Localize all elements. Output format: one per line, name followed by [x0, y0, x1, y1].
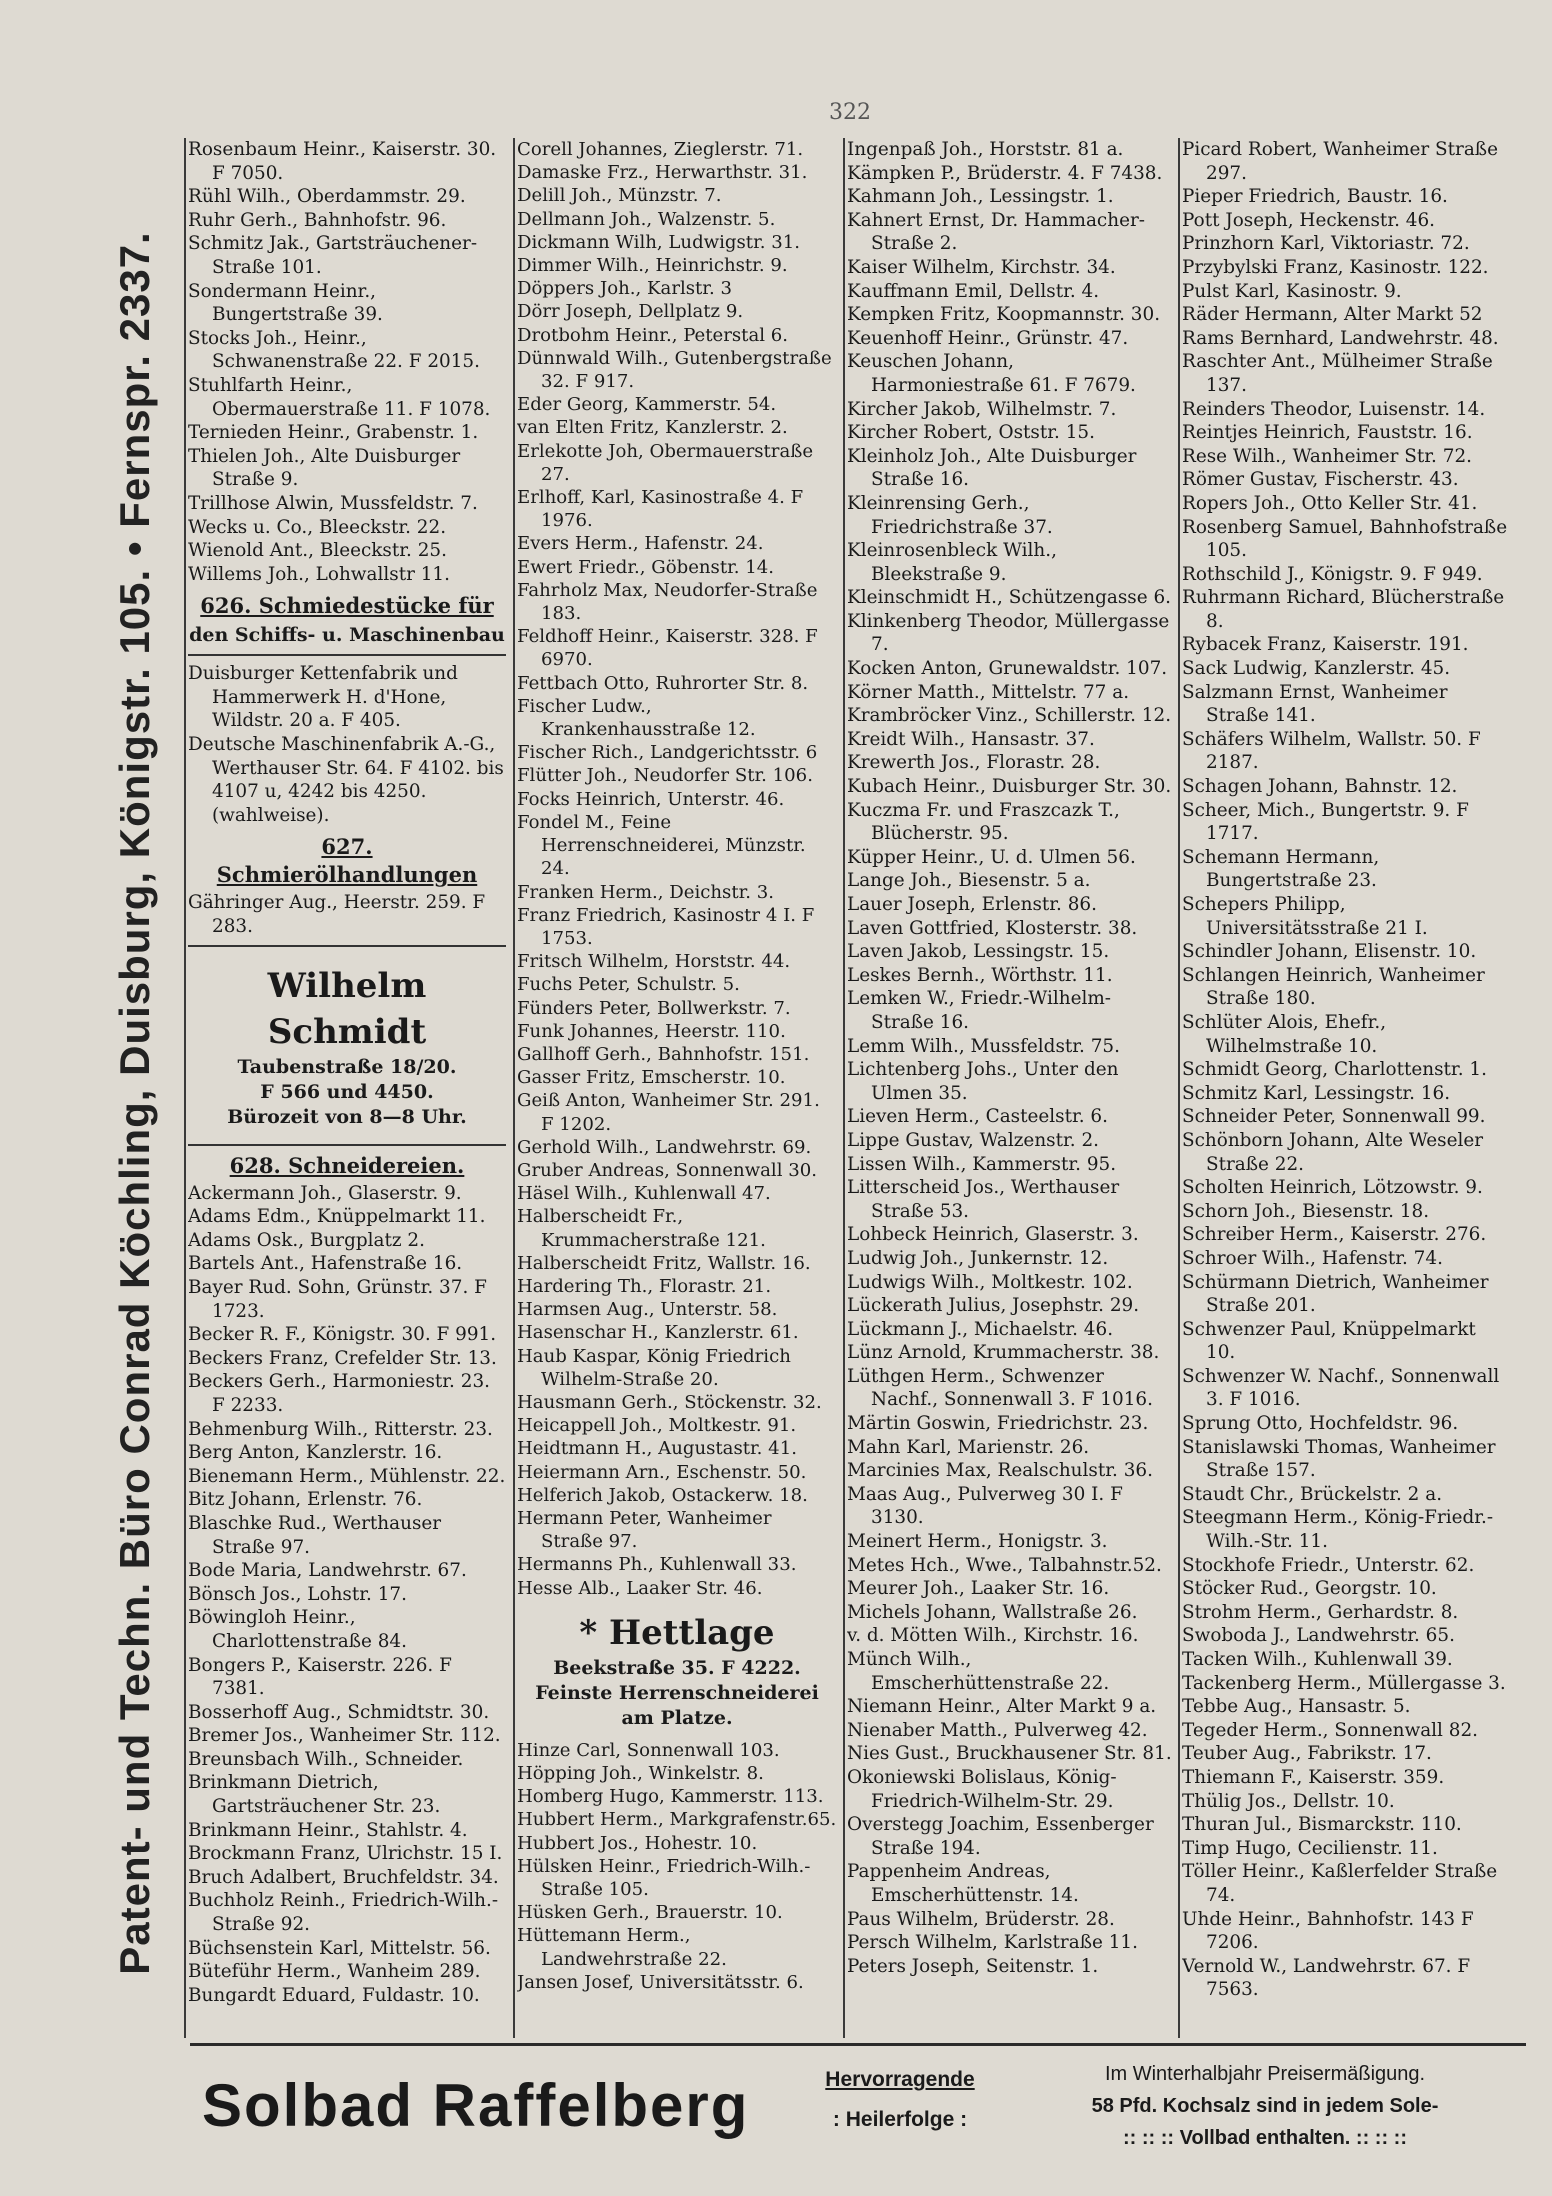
- directory-entry: Franz Friedrich, Kasinostr 4 I. F 1753.: [517, 904, 815, 949]
- directory-entry: Keuenhoff Heinr., Grünstr. 47.: [847, 327, 1129, 349]
- directory-entry: Teuber Aug., Fabrikstr. 17.: [1182, 1743, 1432, 1765]
- directory-entry: Wienold Ant., Bleeckstr. 25.: [188, 540, 447, 562]
- directory-entry: Schlangen Heinrich, Wanheimer Straße 180.: [1182, 964, 1485, 1010]
- directory-entry: Feldhoff Heinr., Kaiserstr. 328. F 6970.: [517, 626, 818, 671]
- directory-entry: Stöcker Rud., Georgstr. 10.: [1182, 1578, 1437, 1600]
- directory-entry: Fahrholz Max, Neudorfer-Straße 183.: [517, 579, 818, 625]
- directory-entry: Beckers Gerh., Harmoniestr. 23. F 2233.: [188, 1371, 490, 1416]
- directory-entry: Schönborn Johann, Alte Weseler Straße 22.: [1182, 1129, 1484, 1175]
- directory-entry: Rybacek Franz, Kaiserstr. 191.: [1182, 634, 1469, 656]
- advert-box-line: Bürozeit von 8—8 Uhr.: [227, 1105, 467, 1128]
- directory-entry: Schürmann Dietrich, Wanheimer Straße 201.: [1182, 1271, 1489, 1317]
- directory-entry: Paus Wilhelm, Brüderstr. 28.: [847, 1908, 1115, 1930]
- directory-entry: Adams Osk., Burgplatz 2.: [188, 1229, 425, 1251]
- solbad-advert: [190, 2052, 1526, 2162]
- directory-entry: Kämpken P., Brüderstr. 4. F 7438.: [847, 162, 1163, 184]
- directory-entry: Sack Ludwig, Kanzlerstr. 45.: [1182, 658, 1451, 680]
- directory-entry: Münch Wilh., Emscherhüttenstraße 22.: [847, 1649, 1110, 1694]
- directory-entry: Bosserhoff Aug., Schmidtstr. 30.: [188, 1701, 490, 1723]
- directory-entry: Bönsch Jos., Lohstr. 17.: [188, 1583, 407, 1605]
- directory-entry: Kuczma Fr. und Fraszcazk T., Blücherstr. 95.: [847, 799, 1120, 845]
- directory-entry: Haub Kaspar, König Friedrich Wilhelm-Straße 20.: [517, 1345, 791, 1390]
- directory-entry: Laven Gottfried, Klosterstr. 38.: [847, 917, 1138, 939]
- directory-entry: Dünnwald Wilh., Gutenbergstraße 32. F 917.: [517, 347, 832, 393]
- directory-entry: Hinze Carl, Sonnenwall 103.: [517, 1739, 780, 1761]
- directory-entry: Schäfers Wilhelm, Wallstr. 50. F 2187.: [1182, 728, 1481, 774]
- advert-box: [188, 953, 506, 1138]
- directory-entry: Steegmann Herm., König-Friedr.-Wilh.-Str. 11.: [1182, 1507, 1494, 1553]
- directory-entry: Kubach Heinr., Duisburger Str. 30.: [847, 776, 1172, 798]
- directory-entry: Hermann Peter, Wanheimer Straße 97.: [517, 1507, 772, 1553]
- divider: [188, 1144, 506, 1146]
- directory-entry: Schindler Johann, Elisenstr. 10.: [1182, 941, 1477, 963]
- directory-entry: Becker R. F., Königstr. 30. F 991.: [188, 1324, 497, 1346]
- column-3: [847, 138, 1172, 2038]
- directory-entry: Erlekotte Joh, Obermauerstraße 27.: [517, 440, 814, 485]
- directory-entry: Gruber Andreas, Sonnenwall 30.: [517, 1159, 818, 1181]
- directory-entry: Lohbeck Heinrich, Glaserstr. 3.: [847, 1224, 1139, 1246]
- directory-entry: Töller Heinr., Kaßlerfelder Straße 74.: [1182, 1861, 1498, 1906]
- directory-entry: Trillhose Alwin, Mussfeldstr. 7.: [188, 492, 478, 514]
- directory-entry: Büteführ Herm., Wanheim 289.: [188, 1961, 481, 1983]
- directory-entry: Bungardt Eduard, Fuldastr. 10.: [188, 1984, 480, 2006]
- directory-entry: Fondel M., Feine Herrenschneiderei, Münzstr. 24.: [517, 811, 806, 880]
- directory-entry: Laven Jakob, Lessingstr. 15.: [847, 941, 1110, 963]
- directory-entry: Bremer Jos., Wanheimer Str. 112.: [188, 1725, 501, 1747]
- directory-entry: Nienaber Matth., Pulverweg 42.: [847, 1719, 1148, 1741]
- directory-entry: Eder Georg, Kammerstr. 54.: [517, 394, 777, 416]
- directory-entry: Sprung Otto, Hochfeldstr. 96.: [1182, 1413, 1459, 1435]
- directory-entry: Stanislawski Thomas, Wanheimer Straße 157.: [1182, 1436, 1496, 1482]
- column-rule: [843, 138, 845, 2038]
- directory-entry: Wecks u. Co., Bleeckstr. 22.: [188, 516, 447, 538]
- directory-entry: Schneider Peter, Sonnenwall 99.: [1182, 1106, 1486, 1128]
- directory-entry: Höpping Joh., Winkelstr. 8.: [517, 1763, 764, 1784]
- directory-entry: Hubbert Herm., Markgrafenstr.65.: [517, 1809, 837, 1831]
- directory-entry: Raschter Ant., Mülheimer Straße 137.: [1182, 351, 1493, 396]
- directory-entry: Schlüter Alois, Ehefr., Wilhelmstraße 10.: [1182, 1011, 1387, 1057]
- directory-entry: Schepers Philipp, Universitätsstraße 21 I.: [1182, 894, 1428, 939]
- directory-entry: Hesse Alb., Laaker Str. 46.: [517, 1577, 763, 1599]
- directory-entry: Schmitz Jak., Gartsträuchener-Straße 101.: [188, 233, 478, 278]
- directory-entry: Lauer Joseph, Erlenstr. 86.: [847, 894, 1097, 915]
- side-banner: [100, 130, 170, 2075]
- directory-entry: Brinkmann Dietrich, Gartsträuchener Str. 23.: [188, 1772, 441, 1818]
- column-1: [188, 138, 506, 2038]
- directory-entry: Fischer Ludw., Krankenhausstraße 12.: [517, 695, 756, 741]
- directory-entry: Römer Gustav, Fischerstr. 43.: [1182, 469, 1459, 491]
- column-rule: [513, 138, 515, 2038]
- directory-entry: Fünders Peter, Bollwerkstr. 7.: [517, 997, 791, 1019]
- column-4: [1182, 138, 1510, 2038]
- directory-entry: Hardering Th., Florastr. 21.: [517, 1275, 772, 1297]
- directory-entry: Okoniewski Bolislaus, König-Friedrich-Wilhelm-Str. 29.: [847, 1766, 1117, 1812]
- directory-entry: Pappenheim Andreas, Emscherhüttenstr. 14.: [847, 1861, 1079, 1906]
- directory-entry: Tacken Wilh., Kuhlenwall 39.: [1182, 1649, 1453, 1670]
- directory-entry: van Elten Fritz, Kanzlerstr. 2.: [517, 417, 788, 439]
- directory-entry: Lange Joh., Biesenstr. 5 a.: [847, 870, 1091, 892]
- column-rule: [184, 138, 186, 2038]
- directory-entry: Bitz Johann, Erlenstr. 76.: [188, 1489, 423, 1511]
- directory-entry: Rosenbaum Heinr., Kaiserstr. 30. F 7050.: [188, 139, 497, 184]
- directory-entry: Pulst Karl, Kasinostr. 9.: [1182, 280, 1402, 302]
- directory-entry: Duisburger Kettenfabrik und Hammerwerk H. d'Hone, Wildstr. 20 a. F 405.: [188, 663, 458, 732]
- footer-rule: [190, 2043, 1526, 2046]
- directory-entry: Kleinholz Joh., Alte Duisburger Straße 16.: [847, 445, 1137, 491]
- directory-entry: Marcinies Max, Realschulstr. 36.: [847, 1460, 1153, 1482]
- directory-entry: Bongers P., Kaiserstr. 226. F 7381.: [188, 1654, 452, 1700]
- directory-entry: Nies Gust., Bruckhausener Str. 81.: [847, 1743, 1172, 1765]
- advert-box-title: * Hettlage: [579, 1612, 775, 1653]
- directory-entry: Niemann Heinr., Alter Markt 9 a.: [847, 1696, 1157, 1718]
- directory-entry: Kahmann Joh., Lessingstr. 1.: [847, 186, 1114, 208]
- directory-entry: Homberg Hugo, Kammerstr. 113.: [517, 1786, 824, 1808]
- directory-entry: Persch Wilhelm, Karlstraße 11.: [847, 1932, 1138, 1954]
- directory-entry: Stockhofe Friedr., Unterstr. 62.: [1182, 1554, 1475, 1576]
- advert-tag-2: : Heilerfolge :: [832, 2108, 968, 2131]
- directory-entry: Schmidt Georg, Charlottenstr. 1.: [1182, 1059, 1487, 1081]
- directory-entry: Tebbe Aug., Hansastr. 5.: [1182, 1696, 1411, 1718]
- directory-entry: Maas Aug., Pulverweg 30 I. F 3130.: [847, 1483, 1123, 1529]
- directory-entry: Kleinrensing Gerh., Friedrichstraße 37.: [847, 492, 1053, 538]
- directory-entry: Dickmann Wilh, Ludwigstr. 31.: [517, 231, 801, 253]
- directory-entry: Brockmann Franz, Ulrichstr. 15 I.: [188, 1843, 503, 1865]
- directory-entry: Bartels Ant., Hafenstraße 16.: [188, 1253, 463, 1275]
- advert-box-title: Wilhelm Schmidt: [267, 965, 427, 1052]
- directory-entry: Bienemann Herm., Mühlenstr. 22.: [188, 1465, 506, 1487]
- directory-entry: Franken Herm., Deichstr. 3.: [517, 881, 775, 903]
- directory-entry: Tegeder Herm., Sonnenwall 82.: [1182, 1719, 1479, 1741]
- directory-entry: Kocken Anton, Grunewaldstr. 107.: [847, 658, 1168, 680]
- directory-entry: Stocks Joh., Heinr., Schwanenstraße 22. F 2015.: [188, 327, 480, 373]
- directory-entry: Ackermann Joh., Glaserstr. 9.: [188, 1182, 462, 1204]
- directory-entry: Litterscheid Jos., Werthauser Straße 53.: [847, 1177, 1120, 1222]
- directory-entry: Schagen Johann, Bahnstr. 12.: [1182, 776, 1458, 798]
- directory-entry: Gallhoff Gerh., Bahnhofstr. 151.: [517, 1043, 810, 1065]
- section-heading: 628. Schneidereien.: [229, 1152, 465, 1178]
- advert-text: [1010, 2058, 1520, 2154]
- directory-entry: Funk Johannes, Heerstr. 110.: [517, 1020, 786, 1042]
- directory-entry: Rühl Wilh., Oberdammstr. 29.: [188, 186, 466, 208]
- directory-entry: Harmsen Aug., Unterstr. 58.: [517, 1299, 778, 1321]
- directory-entry: Damaske Frz., Herwarthstr. 31.: [517, 162, 808, 184]
- directory-entry: Beckers Franz, Crefelder Str. 13.: [188, 1347, 497, 1369]
- directory-entry: Hermanns Ph., Kuhlenwall 33.: [517, 1554, 797, 1576]
- directory-entry: Erlhoff, Karl, Kasinostraße 4. F 1976.: [517, 487, 804, 532]
- advert-line-1: Im Winterhalbjahr Preisermäßigung.: [1104, 2063, 1426, 2085]
- directory-entry: Hubbert Jos., Hohestr. 10.: [517, 1832, 758, 1854]
- directory-entry: Focks Heinrich, Unterstr. 46.: [517, 788, 785, 810]
- directory-entry: Ropers Joh., Otto Keller Str. 41.: [1182, 492, 1478, 514]
- directory-entry: Thülig Jos., Dellstr. 10.: [1182, 1790, 1395, 1812]
- directory-entry: Pott Joseph, Heckenstr. 46.: [1182, 209, 1436, 231]
- directory-entry: Meinert Herm., Honigstr. 3.: [847, 1531, 1108, 1553]
- directory-entry: Ruhr Gerh., Bahnhofstr. 96.: [188, 209, 447, 231]
- directory-entry: Lippe Gustav, Walzenstr. 2.: [847, 1129, 1099, 1151]
- directory-entry: Büchsenstein Karl, Mittelstr. 56.: [188, 1937, 491, 1959]
- advert-box: [517, 1600, 837, 1739]
- directory-entry: Helferich Jakob, Ostackerw. 18.: [517, 1484, 808, 1506]
- directory-entry: Mahn Karl, Marienstr. 26.: [847, 1436, 1090, 1458]
- directory-entry: Thiemann F., Kaiserstr. 359.: [1182, 1766, 1445, 1788]
- directory-entry: Michels Johann, Wallstraße 26.: [847, 1601, 1138, 1623]
- directory-entry: Märtin Goswin, Friedrichstr. 23.: [847, 1413, 1149, 1435]
- directory-entry: Scheer, Mich., Bungertstr. 9. F 1717.: [1182, 799, 1469, 845]
- directory-entry: Kauffmann Emil, Dellstr. 4.: [847, 280, 1100, 302]
- directory-entry: Peters Joseph, Seitenstr. 1.: [847, 1955, 1099, 1977]
- directory-entry: Dimmer Wilh., Heinrichstr. 9.: [517, 255, 788, 277]
- directory-entry: Schroer Wilh., Hafenstr. 74.: [1182, 1247, 1443, 1269]
- directory-entry: Gasser Fritz, Emscherstr. 10.: [517, 1067, 786, 1089]
- directory-entry: Kempken Fritz, Koopmannstr. 30.: [847, 304, 1161, 326]
- directory-entry: Evers Herm., Hafenstr. 24.: [517, 533, 764, 555]
- side-banner-text: Patent- und Techn. Büro Conrad Köchling, Duisburg, Königstr. 105. • Fernspr. 2337.: [111, 230, 158, 1975]
- directory-entry: Kleinrosenbleck Wilh., Bleekstraße 9.: [847, 540, 1057, 585]
- directory-entry: Berg Anton, Kanzlerstr. 16.: [188, 1442, 443, 1464]
- directory-entry: Kahnert Ernst, Dr. Hammacher-Straße 2.: [847, 209, 1145, 255]
- directory-entry: Rosenberg Samuel, Bahnhofstraße 105.: [1182, 516, 1508, 562]
- directory-entry: Halberscheidt Fr., Krummacherstraße 121.: [517, 1206, 766, 1251]
- advert-tag-1: Hervorragende: [825, 2068, 975, 2091]
- directory-entry: Rese Wilh., Wanheimer Str. 72.: [1182, 445, 1473, 467]
- column-rule: [1178, 138, 1180, 2038]
- directory-entry: Küpper Heinr., U. d. Ulmen 56.: [847, 846, 1136, 868]
- directory-entry: Geiß Anton, Wanheimer Str. 291. F 1202.: [517, 1090, 820, 1135]
- directory-entry: Fettbach Otto, Ruhrorter Str. 8.: [517, 672, 809, 694]
- directory-entry: Ternieden Heinr., Grabenstr. 1.: [188, 422, 479, 444]
- directory-entry: Heidtmann H., Augustastr. 41.: [517, 1438, 797, 1460]
- directory-entry: Hasenschar H., Kanzlerstr. 61.: [517, 1322, 799, 1344]
- directory-entry: Breunsbach Wilh., Schneider.: [188, 1748, 464, 1770]
- section-heading: 627. Schmierölhandlungen: [216, 834, 478, 888]
- directory-entry: Willems Joh., Lohwallstr 11.: [188, 563, 450, 585]
- directory-entry: Lückerath Julius, Josephstr. 29.: [847, 1295, 1140, 1317]
- directory-entry: Strohm Herm., Gerhardstr. 8.: [1182, 1601, 1459, 1623]
- directory-entry: Hüsken Gerh., Brauerstr. 10.: [517, 1902, 783, 1924]
- directory-entry: Ingenpaß Joh., Horststr. 81 a.: [847, 139, 1124, 160]
- directory-entry: Böwingloh Heinr., Charlottenstraße 84.: [188, 1607, 407, 1652]
- directory-entry: Lichtenberg Johs., Unter den Ulmen 35.: [847, 1059, 1119, 1104]
- directory-entry: Lemken W., Friedr.-Wilhelm-Straße 16.: [847, 988, 1111, 1033]
- advert-tagline: [800, 2060, 1000, 2140]
- directory-entry: Lüthgen Herm., Schwenzer Nachf., Sonnenwall 3. F 1016.: [847, 1365, 1153, 1411]
- directory-entry: Fritsch Wilhelm, Horststr. 44.: [517, 951, 791, 973]
- directory-entry: Thuran Jul., Bismarckstr. 110.: [1182, 1814, 1462, 1836]
- directory-entry: Corell Johannes, Zieglerstr. 71.: [517, 139, 804, 160]
- directory-entry: Fischer Rich., Landgerichtsstr. 6: [517, 742, 818, 764]
- directory-entry: Jansen Josef, Universitätsstr. 6.: [517, 1971, 804, 1993]
- directory-entry: Gähringer Aug., Heerstr. 259. F 283.: [188, 892, 486, 938]
- advert-line-3: :: :: :: Vollbad enthalten. :: :: ::: [1122, 2127, 1407, 2149]
- directory-entry: Schreiber Herm., Kaiserstr. 276.: [1182, 1224, 1487, 1246]
- directory-entry: Heicappell Joh., Moltkestr. 91.: [517, 1415, 797, 1437]
- directory-entry: Kleinschmidt H., Schützengasse 6.: [847, 587, 1172, 609]
- directory-entry: Bayer Rud. Sohn, Grünstr. 37. F 1723.: [188, 1277, 487, 1322]
- directory-entry: Ludwig Joh., Junkernstr. 12.: [847, 1247, 1109, 1269]
- directory-entry: Hülsken Heinr., Friedrich-Wilh.-Straße 105.: [517, 1855, 811, 1901]
- directory-entry: Schmitz Karl, Lessingstr. 16.: [1182, 1082, 1451, 1104]
- directory-entry: Deutsche Maschinenfabrik A.-G., Werthauser Str. 64. F 4102. bis 4107 u, 4242 bis 4250. (wahlweise).: [188, 734, 504, 826]
- directory-entry: Lünz Arnold, Krummacherstr. 38.: [847, 1342, 1160, 1364]
- directory-entry: Reinders Theodor, Luisenstr. 14.: [1182, 398, 1486, 420]
- directory-entry: Keuschen Johann, Harmoniestraße 61. F 7679.: [847, 351, 1136, 396]
- directory-entry: Lissen Wilh., Kammerstr. 95.: [847, 1153, 1117, 1175]
- directory-entry: Krambröcker Vinz., Schillerstr. 12.: [847, 705, 1172, 727]
- directory-entry: Vernold W., Landwehrstr. 67. F 7563.: [1182, 1955, 1471, 2001]
- directory-entry: Halberscheidt Fritz, Wallstr. 16.: [517, 1252, 811, 1274]
- directory-entry: Adams Edm., Knüppelmarkt 11.: [188, 1206, 486, 1228]
- directory-entry: Krewerth Jos., Florastr. 28.: [847, 752, 1101, 774]
- directory-entry: Lieven Herm., Casteelstr. 6.: [847, 1106, 1108, 1128]
- divider: [188, 654, 506, 656]
- advert-box-line: Beekstraße 35. F 4222.: [553, 1656, 801, 1679]
- directory-entry: Brinkmann Heinr., Stahlstr. 4.: [188, 1819, 468, 1841]
- directory-entry: Kircher Robert, Oststr. 15.: [847, 422, 1095, 444]
- directory-entry: Häsel Wilh., Kuhlenwall 47.: [517, 1183, 771, 1205]
- directory-entry: Kircher Jakob, Wilhelmstr. 7.: [847, 398, 1117, 420]
- directory-entry: Dörr Joseph, Dellplatz 9.: [517, 301, 744, 323]
- directory-entry: Salzmann Ernst, Wanheimer Straße 141.: [1182, 681, 1448, 727]
- directory-entry: Hüttemann Herm., Landwehrstraße 22.: [517, 1925, 727, 1970]
- directory-entry: Thielen Joh., Alte Duisburger Straße 9.: [188, 445, 461, 491]
- directory-entry: Lückmann J., Michaelstr. 46.: [847, 1318, 1114, 1340]
- advert-box-line: Taubenstraße 18/20.: [237, 1055, 457, 1078]
- advert-title: Solbad Raffelberg: [202, 2072, 750, 2139]
- directory-entry: Reintjes Heinrich, Fauststr. 16.: [1182, 422, 1473, 444]
- directory-entry: Döppers Joh., Karlstr. 3: [517, 278, 732, 300]
- column-2: [517, 138, 837, 2038]
- directory-entry: Kaiser Wilhelm, Kirchstr. 34.: [847, 256, 1116, 278]
- section-heading: 626. Schmiedestücke für: [200, 593, 494, 619]
- directory-entry: Buchholz Reinh., Friedrich-Wilh.-Straße 92.: [188, 1890, 499, 1936]
- directory-entry: Delill Joh., Münzstr. 7.: [517, 185, 722, 207]
- directory-entry: Lemm Wilh., Mussfeldstr. 75.: [847, 1035, 1120, 1057]
- directory-entry: v. d. Mötten Wilh., Kirchstr. 16.: [847, 1625, 1139, 1647]
- directory-entry: Scholten Heinrich, Lötzowstr. 9.: [1182, 1177, 1483, 1199]
- directory-entry: Drotbohm Heinr., Peterstal 6.: [517, 324, 789, 346]
- directory-entry: Behmenburg Wilh., Ritterstr. 23.: [188, 1418, 493, 1440]
- directory-entry: Räder Hermann, Alter Markt 52: [1182, 304, 1483, 326]
- directory-entry: Stuhlfarth Heinr., Obermauerstraße 11. F 1078.: [188, 374, 491, 420]
- divider: [188, 945, 506, 947]
- directory-entry: Schwenzer W. Nachf., Sonnenwall 3. F 1016.: [1182, 1365, 1500, 1411]
- advert-line-2: 58 Pfd. Kochsalz sind in jedem Sole-: [1091, 2095, 1439, 2117]
- directory-entry: Tackenberg Herm., Müllergasse 3.: [1182, 1672, 1506, 1694]
- directory-entry: Leskes Bernh., Wörthstr. 11.: [847, 964, 1113, 986]
- directory-entry: Rothschild J., Königstr. 9. F 949.: [1182, 563, 1483, 585]
- directory-entry: Schemann Hermann, Bungertstraße 23.: [1182, 846, 1380, 892]
- directory-entry: Blaschke Rud., Werthauser Straße 97.: [188, 1512, 442, 1558]
- directory-entry: Kreidt Wilh., Hansastr. 37.: [847, 728, 1095, 750]
- directory-entry: Swoboda J., Landwehrstr. 65.: [1182, 1625, 1455, 1647]
- directory-entry: Flütter Joh., Neudorfer Str. 106.: [517, 765, 813, 787]
- directory-entry: Klinkenberg Theodor, Müllergasse 7.: [847, 610, 1170, 656]
- directory-entry: Pieper Friedrich, Baustr. 16.: [1182, 186, 1448, 208]
- directory-entry: Schwenzer Paul, Knüppelmarkt 10.: [1182, 1318, 1476, 1364]
- directory-entry: Sondermann Heinr., Bungertstraße 39.: [188, 280, 383, 326]
- directory-entry: Heiermann Arn., Eschenstr. 50.: [517, 1461, 807, 1483]
- directory-entry: Meurer Joh., Laaker Str. 16.: [847, 1578, 1110, 1600]
- directory-entry: Prinzhorn Karl, Viktoriastr. 72.: [1182, 233, 1470, 255]
- page-number: 322: [829, 100, 871, 125]
- directory-entry: Timp Hugo, Cecilienstr. 11.: [1182, 1837, 1438, 1859]
- directory-entry: Fuchs Peter, Schulstr. 5.: [517, 974, 740, 996]
- directory-entry: Ewert Friedr., Göbenstr. 14.: [517, 556, 775, 578]
- directory-entry: Bruch Adalbert, Bruchfeldstr. 34.: [188, 1866, 499, 1888]
- directory-entry: Przybylski Franz, Kasinostr. 122.: [1182, 256, 1489, 278]
- directory-entry: Körner Matth., Mittelstr. 77 a.: [847, 681, 1130, 703]
- advert-box-line: Feinste Herrenschneiderei am Platze.: [535, 1681, 819, 1729]
- directory-entry: Picard Robert, Wanheimer Straße 297.: [1182, 139, 1498, 184]
- advert-box-line: F 566 und 4450.: [260, 1080, 434, 1103]
- directory-entry: Uhde Heinr., Bahnhofstr. 143 F 7206.: [1182, 1908, 1474, 1954]
- directory-entry: Rams Bernhard, Landwehrstr. 48.: [1182, 327, 1499, 349]
- directory-entry: Bode Maria, Landwehrstr. 67.: [188, 1560, 467, 1582]
- directory-entry: Staudt Chr., Brückelstr. 2 a.: [1182, 1483, 1443, 1505]
- directory-entry: Schorn Joh., Biesenstr. 18.: [1182, 1200, 1430, 1222]
- directory-entry: Hausmann Gerh., Stöckenstr. 32.: [517, 1391, 822, 1413]
- directory-entry: Ludwigs Wilh., Moltkestr. 102.: [847, 1271, 1133, 1293]
- directory-entry: Gerhold Wilh., Landwehrstr. 69.: [517, 1136, 812, 1158]
- directory-entry: Dellmann Joh., Walzenstr. 5.: [517, 208, 776, 230]
- directory-entry: Overstegg Joachim, Essenberger Straße 194.: [847, 1814, 1154, 1859]
- directory-entry: Metes Hch., Wwe., Talbahnstr.52.: [847, 1554, 1162, 1576]
- section-subheading: den Schiffs- u. Maschinenbau: [189, 624, 505, 647]
- directory-entry: Ruhrmann Richard, Blücherstraße 8.: [1182, 587, 1505, 632]
